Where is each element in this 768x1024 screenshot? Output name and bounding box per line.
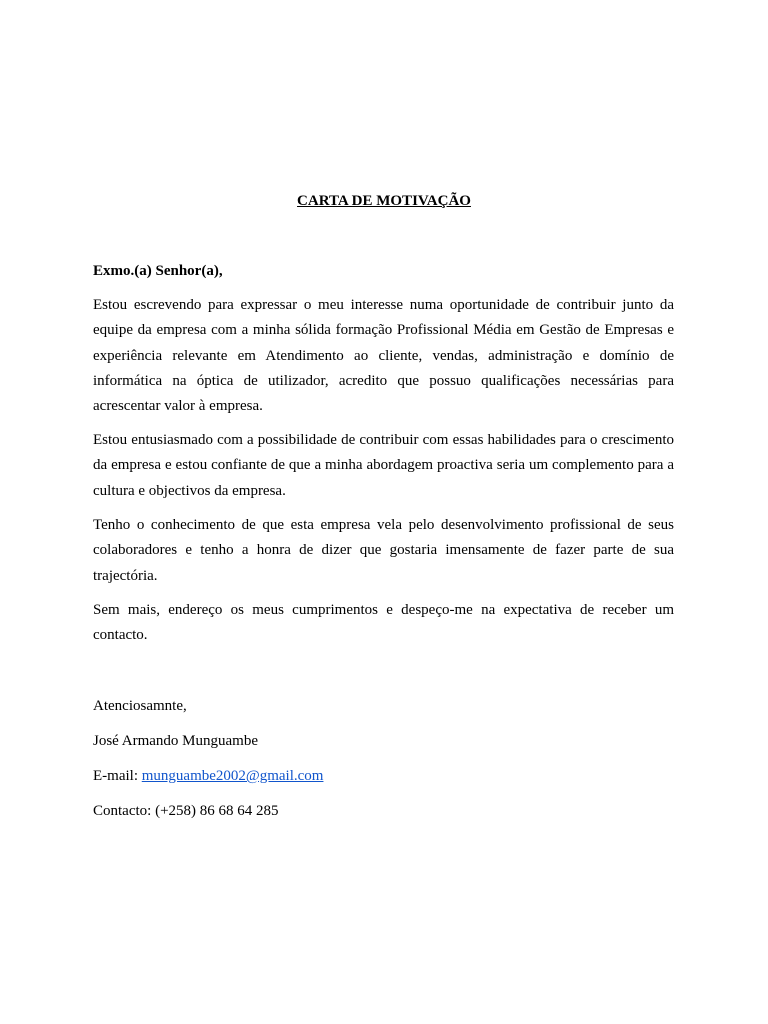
paragraph-4: Sem mais, endereço os meus cumprimentos e despeço-me na expectativa de receber um contacto. xyxy=(93,602,674,644)
contact-value: (+258) 86 68 64 285 xyxy=(155,803,279,819)
email-line xyxy=(93,766,323,786)
contact-line xyxy=(93,801,279,821)
paragraph-1: Estou escrevendo para expressar o meu interesse numa oportunidade de contribuir junto da equipe da empresa com a minha sólida formação Profissional Média em Gestão de Empresas e experiência relevante em Atendimento ao cliente, vendas, administração e domínio de informática na óptica de utilizador, acredito que possuo qualificações necessárias para acrescentar valor à empresa. xyxy=(93,297,674,415)
paragraph-3: Tenho o conhecimento de que esta empresa vela pelo desenvolvimento profissional de seus colaboradores e tenho a honra de dizer que gostaria imensamente de fazer parte de sua trajectória. xyxy=(93,517,674,584)
document-title: CARTA DE MOTIVAÇÃO xyxy=(297,193,471,209)
salutation: Exmo.(a) Senhor(a), xyxy=(93,263,223,279)
contact-label: Contacto: xyxy=(93,803,156,819)
email-label: E-mail: xyxy=(93,768,142,784)
email-link[interactable]: munguambe2002@gmail.com xyxy=(141,768,324,784)
paragraph-2: Estou entusiasmado com a possibilidade de contribuir com essas habilidades para o crescimento da empresa e estou confiante de que a minha abordagem proactiva seria um complemento para a cultura e objectivos da empresa. xyxy=(93,432,674,499)
signature-name: José Armando Munguambe xyxy=(93,733,258,749)
closing: Atenciosamnte, xyxy=(93,698,187,714)
